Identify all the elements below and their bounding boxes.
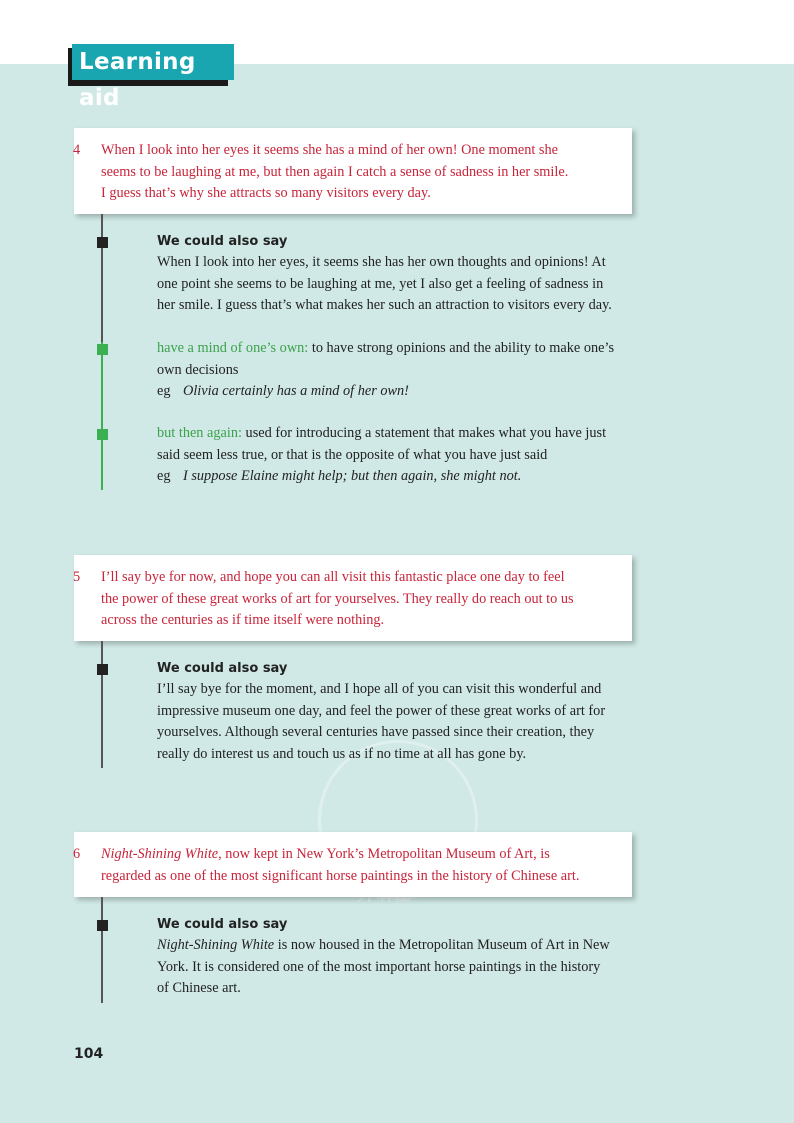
alternative-expression: We could also say I’ll say bye for the moment, and I hope all of you can visit this wonderful and impressive museum one day, and feel the power of these great works of art for yourselves. Although several centuries have passed since their creation, they really do interest us and touch us as if no time at all has gone by. [157, 658, 637, 765]
vocab-term: have a mind of one’s own: [157, 340, 309, 356]
page-number: 104 [74, 1046, 104, 1062]
timeline-marker-green [97, 344, 108, 355]
timeline-line [101, 641, 103, 768]
also-say-heading: We could also say [157, 661, 288, 676]
vocab-definition: to have strong opinions and the ability to make one’s [308, 340, 615, 356]
vocab-example: Olivia certainly has a mind of her own! [183, 383, 409, 399]
also-say-heading: We could also say [157, 234, 288, 249]
timeline-line [101, 214, 103, 342]
also-say-heading: We could also say [157, 917, 288, 932]
vocab-term: but then again: [157, 425, 242, 441]
vocabulary-entry: but then again: used for introducing a statement that makes what you have just said seem less true, or that is the opposite of what you have just said eg I suppose Elaine might help; but then again, she might not. [157, 425, 607, 484]
vocabulary-entry: have a mind of one’s own: to have strong opinions and the ability to make one’s own decisions eg Olivia certainly has a mind of her own! [157, 340, 615, 399]
timeline-line-green [101, 342, 103, 490]
alternative-expression: We could also say Night-Shining White is now housed in the Metropolitan Museum of Art in New York. It is considered one of the most important horse paintings in the history of Chinese art. [157, 914, 637, 1000]
quote-box-4: 4 When I look into her eyes it seems she has a mind of her own! One moment she seems to be laughing at me, but then again I catch a sense of sadness in her smile. I guess that’s why she attracts so many visitors every day. [74, 128, 632, 214]
alternative-expression: We could also say When I look into her eyes, it seems she has her own thoughts and opinions! At one point she seems to be laughing at me, yet I also get a feeling of sadness in her smile. I guess that’s what makes her such an attraction to visitors every day. [157, 231, 637, 317]
timeline-marker [97, 664, 108, 675]
timeline-marker [97, 920, 108, 931]
quote-number: 6 [73, 846, 81, 862]
timeline-marker [97, 237, 108, 248]
vocab-example: I suppose Elaine might help; but then again, she might not. [183, 468, 522, 484]
timeline-marker-green [97, 429, 108, 440]
vocab-definition: used for introducing a statement that makes what you have just [241, 425, 607, 441]
quote-box-5: 5 I’ll say bye for now, and hope you can all visit this fantastic place one day to feel the power of these great works of art for yourselves. They really do reach out to us across the centuries as if time itself were nothing. [74, 555, 632, 641]
quote-number: 5 [73, 569, 81, 585]
quote-box-6: 6 Night-Shining White, now kept in New York’s Metropolitan Museum of Art, is regarded as one of the most significant horse paintings in the history of Chinese art. [74, 832, 632, 897]
quote-number: 4 [73, 142, 81, 158]
section-header [72, 44, 234, 111]
timeline-line [101, 897, 103, 1003]
section-title: Learning aid [72, 44, 234, 80]
